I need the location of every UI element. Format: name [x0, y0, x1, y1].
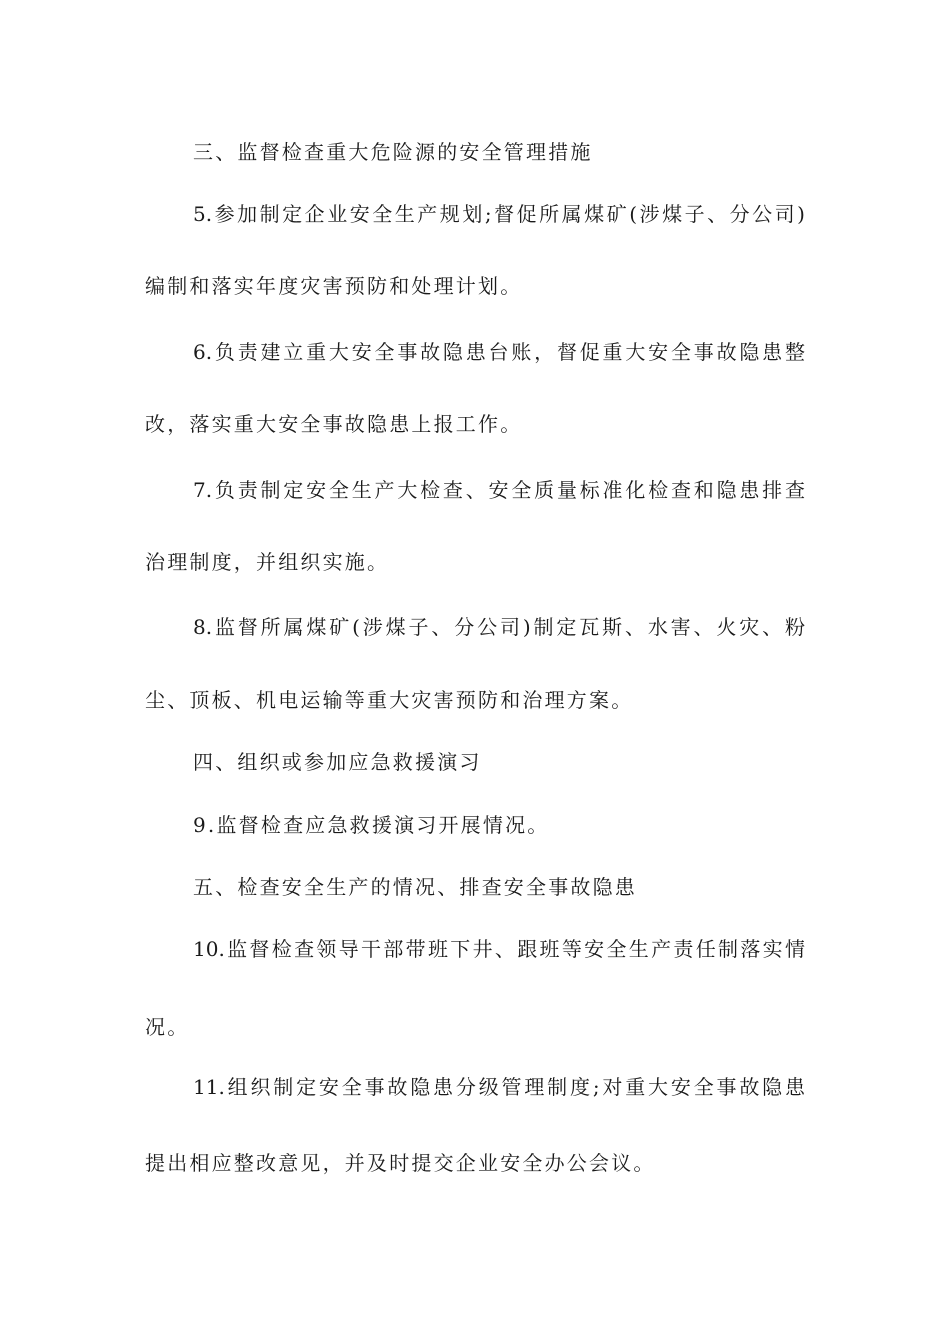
item-8-line-2: 尘、顶板、机电运输等重大灾害预防和治理方案。: [145, 688, 634, 712]
item-11-line-2: 提出相应整改意见，并及时提交企业安全办公会议。: [145, 1151, 656, 1175]
item-6-line-2: 改，落实重大安全事故隐患上报工作。: [145, 412, 523, 436]
item-7-line-1: 7.负责制定安全生产大检查、安全质量标准化检查和隐患排查: [193, 478, 805, 502]
item-7-line-2: 治理制度，并组织实施。: [145, 550, 390, 574]
item-6-line-1: 6.负责建立重大安全事故隐患台账，督促重大安全事故隐患整: [193, 340, 805, 364]
section-heading-3: 三、监督检查重大危险源的安全管理措施: [193, 140, 593, 164]
item-9: 9.监督检查应急救援演习开展情况。: [193, 813, 550, 837]
item-5-line-2: 编制和落实年度灾害预防和处理计划。: [145, 274, 523, 298]
item-5-line-1: 5.参加制定企业安全生产规划;督促所属煤矿(涉煤子、分公司): [193, 202, 805, 226]
section-heading-5: 五、检查安全生产的情况、排查安全事故隐患: [193, 875, 637, 899]
item-8-line-1: 8.监督所属煤矿(涉煤子、分公司)制定瓦斯、水害、火灾、粉: [193, 615, 805, 639]
item-10-line-2: 况。: [145, 1015, 190, 1039]
item-11-line-1: 11.组织制定安全事故隐患分级管理制度;对重大安全事故隐患: [193, 1075, 805, 1099]
item-10-line-1: 10.监督检查领导干部带班下井、跟班等安全生产责任制落实情: [193, 937, 805, 961]
section-heading-4: 四、组织或参加应急救援演习: [193, 750, 482, 774]
